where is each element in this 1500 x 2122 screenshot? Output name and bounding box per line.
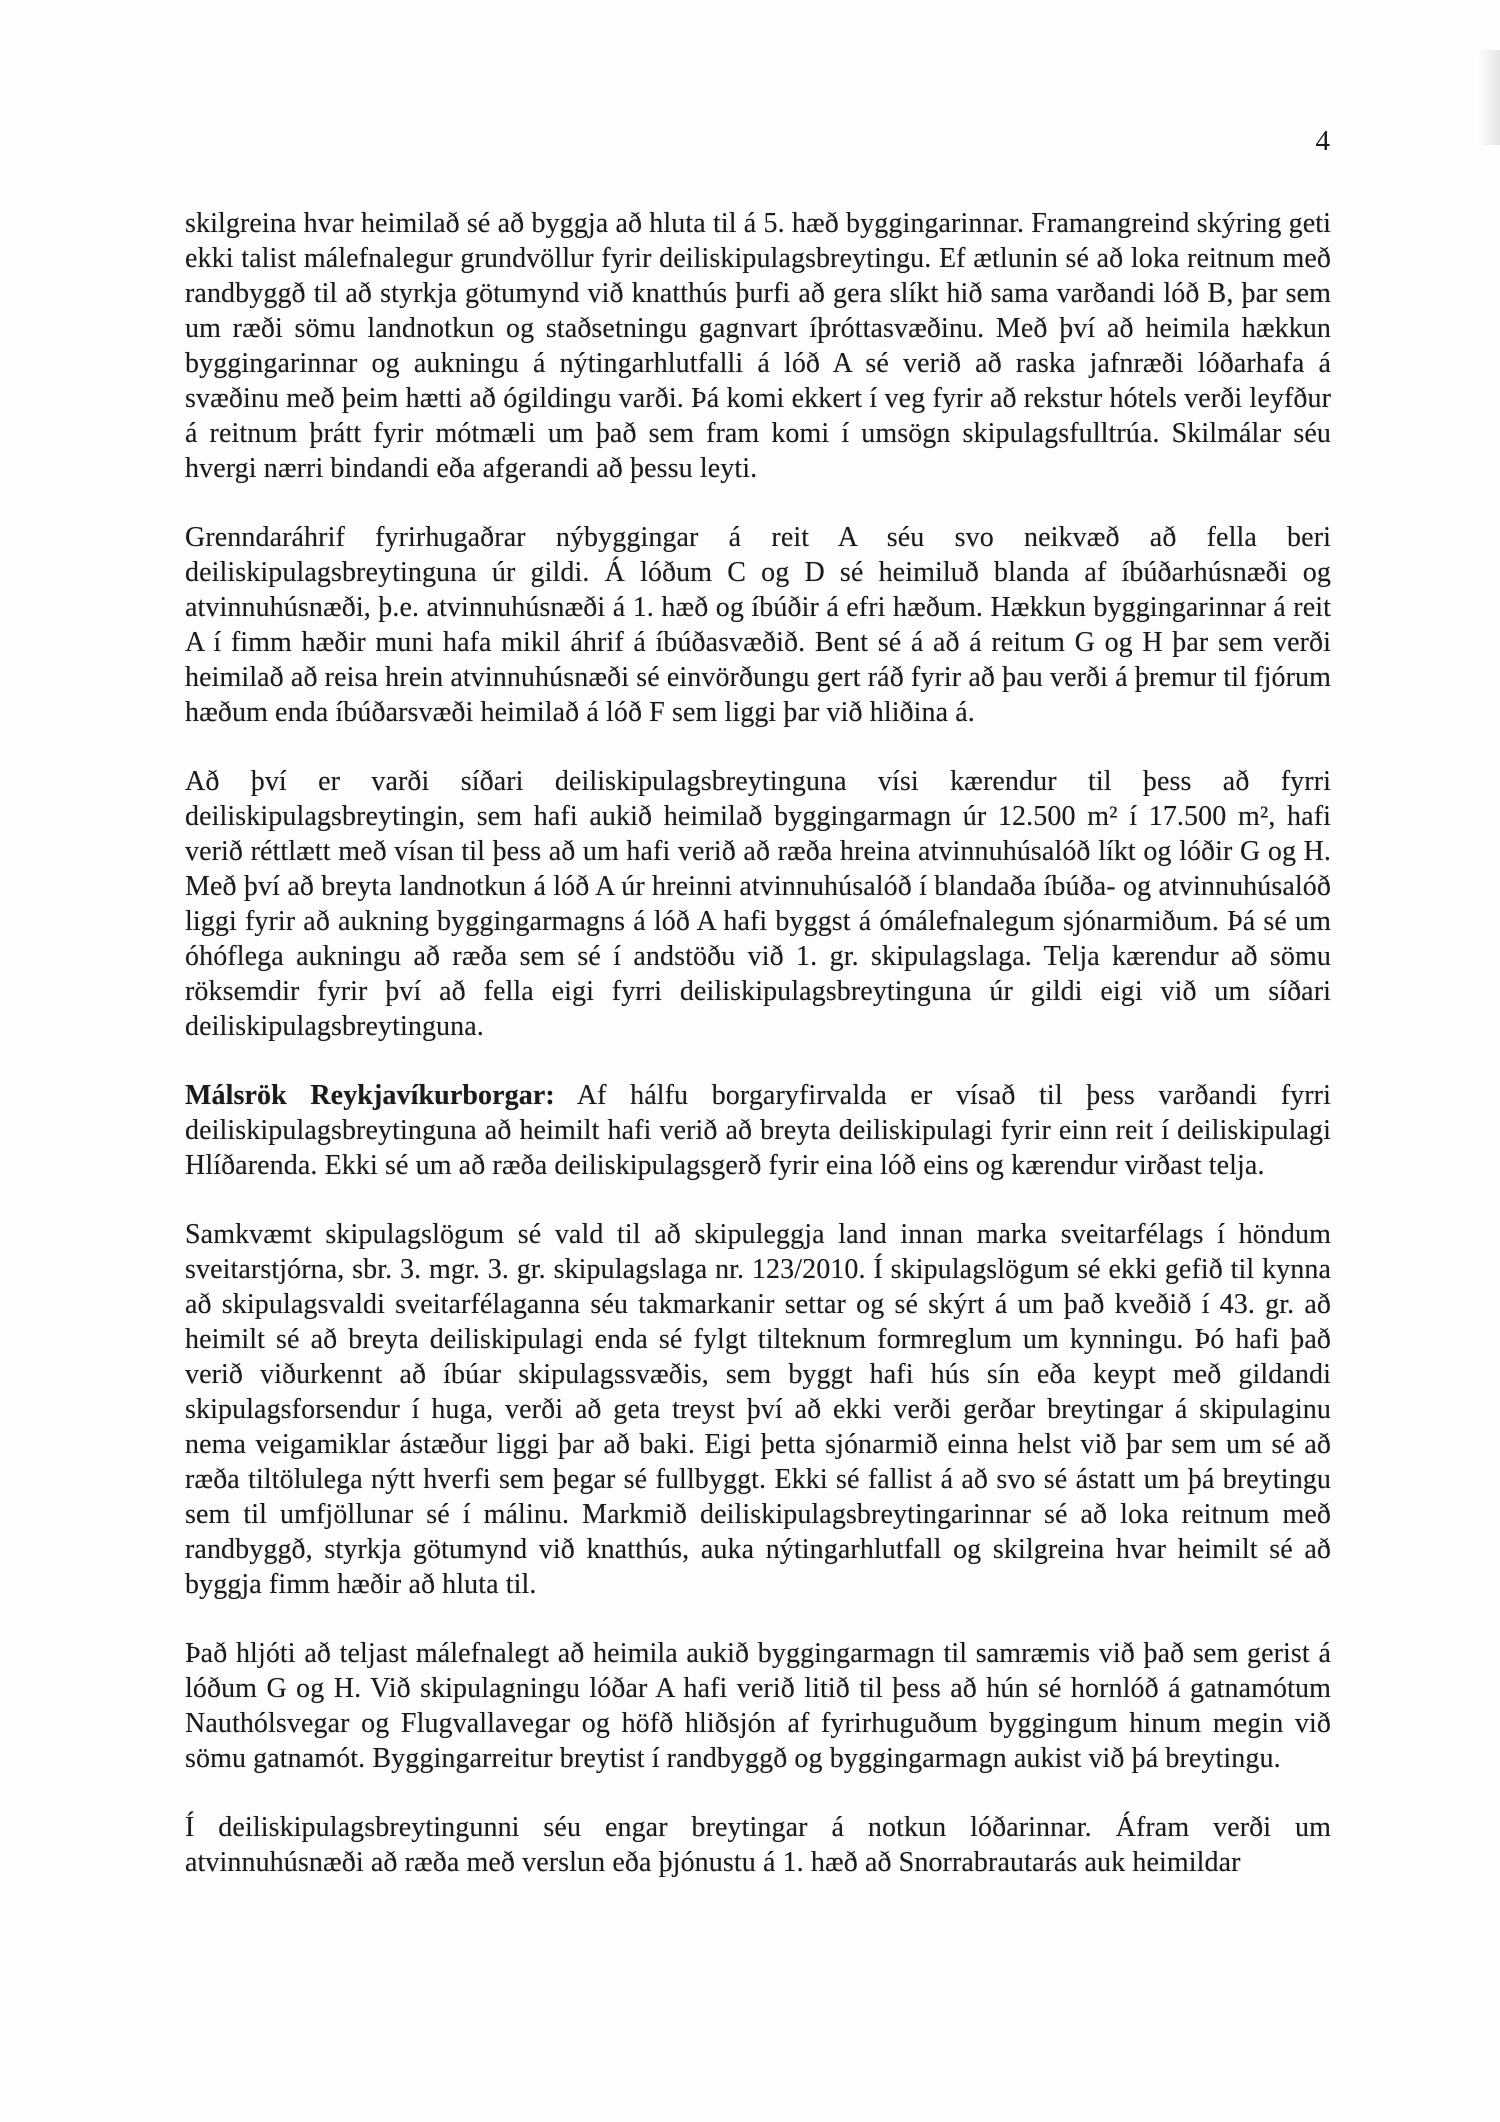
document-body: [185, 206, 1331, 1880]
paragraph-6: [185, 1636, 1331, 1776]
paragraph-text: Af hálfu borgaryfirvalda er vísað til þess varðandi fyrri deiliskipulagsbreytinguna að heimilt hafi verið að breyta deiliskipulagi fyrir einn reit í deiliskipulagi Hlíðarenda. Ekki sé um að ræða deiliskipulagsgerð fyrir eina lóð eins og kærendur virðast telja.: [185, 1080, 1331, 1181]
paragraph-text: skilgreina hvar heimilað sé að byggja að hluta til á 5. hæð byggingarinnar. Framangreind skýring geti ekki talist málefnalegur grundvöllur fyrir deiliskipulagsbreytingu. Ef ætlunin sé að loka reitnum með randbyggð til að styrkja götumynd við knatthús þurfi að gera slíkt hið sama varðandi lóð B, þar sem um ræði sömu landnotkun og staðsetningu gagnvart íþróttasvæðinu. Með því að heimila hækkun byggingarinnar og aukningu á nýtingarhlutfalli á lóð A sé verið að raska jafnræði lóðarhafa á svæðinu með þeim hætti að ógildingu varði. Þá komi ekkert í veg fyrir að rekstur hótels verði leyfður á reitnum þrátt fyrir mótmæli um það sem fram komi í umsögn skipulagsfulltrúa. Skilmálar séu hvergi nærri bindandi eða afgerandi að þessu leyti.: [185, 208, 1331, 484]
paragraph-text: Samkvæmt skipulagslögum sé vald til að skipuleggja land innan marka sveitarfélags í höndum sveitarstjórna, sbr. 3. mgr. 3. gr. skipulagslaga nr. 123/2010. Í skipulagslögum sé ekki gefið til kynna að skipulagsvaldi sveitarfélaganna séu takmarkanir settar og sé skýrt á um það kveðið í 43. gr. að heimilt sé að breyta deiliskipulagi enda sé fylgt tilteknum formreglum um kynningu. Þó hafi það verið viðurkennt að íbúar skipulagssvæðis, sem byggt hafi hús sín eða keypt með gildandi skipulagsforsendur í huga, verði að geta treyst því að ekki verði gerðar breytingar á skipulaginu nema veigamiklar ástæður liggi þar að baki. Eigi þetta sjónarmið einna helst við þar sem um sé að ræða tiltölulega nýtt hverfi sem þegar sé fullbyggt. Ekki sé fallist á að svo sé ástatt um þá breytingu sem til umfjöllunar sé í málinu. Markmið deiliskipulagsbreytingarinnar sé að loka reitnum með randbyggð, styrkja götumynd við knatthús, auka nýtingarhlutfall og skilgreina hvar heimilt sé að byggja fimm hæðir að hluta til.: [185, 1219, 1331, 1600]
paragraph-3: [185, 764, 1331, 1044]
paragraph-1: [185, 206, 1331, 486]
paragraph-text: Grenndaráhrif fyrirhugaðrar nýbyggingar á reit A séu svo neikvæð að fella beri deiliskipulagsbreytinguna úr gildi. Á lóðum C og D sé heimiluð blanda af íbúðarhúsnæði og atvinnuhúsnæði, þ.e. atvinnuhúsnæði á 1. hæð og íbúðir á efri hæðum. Hækkun byggingarinnar á reit A í fimm hæðir muni hafa mikil áhrif á íbúðasvæðið. Bent sé á að á reitum G og H þar sem verði heimilað að reisa hrein atvinnuhúsnæði sé einvörðungu gert ráð fyrir að þau verði á þremur til fjórum hæðum enda íbúðarsvæði heimilað á lóð F sem liggi þar við hliðina á.: [185, 522, 1331, 728]
paragraph-7: [185, 1810, 1331, 1880]
scan-edge-artifact: [1478, 50, 1500, 145]
paragraph-5: [185, 1217, 1331, 1602]
paragraph-2: [185, 520, 1331, 730]
paragraph-lead: Málsrök Reykjavíkurborgar:: [185, 1080, 555, 1111]
paragraph-text: Það hljóti að teljast málefnalegt að heimila aukið byggingarmagn til samræmis við það sem gerist á lóðum G og H. Við skipulagningu lóðar A hafi verið litið til þess að hún sé hornlóð á gatnamótum Nauthólsvegar og Flugvallavegar og höfð hliðsjón af fyrirhuguðum byggingum hinum megin við sömu gatnamót. Byggingarreitur breytist í randbyggð og byggingarmagn aukist við þá breytingu.: [185, 1638, 1331, 1774]
paragraph-text: Að því er varði síðari deiliskipulagsbreytinguna vísi kærendur til þess að fyrri deiliskipulagsbreytingin, sem hafi aukið heimilað byggingarmagn úr 12.500 m² í 17.500 m², hafi verið réttlætt með vísan til þess að um hafi verið að ræða hreina atvinnuhúsalóð líkt og lóðir G og H. Með því að breyta landnotkun á lóð A úr hreinni atvinnuhúsalóð í blandaða íbúða- og atvinnuhúsalóð liggi fyrir að aukning byggingarmagns á lóð A hafi byggst á ómálefnalegum sjónarmiðum. Þá sé um óhóflega aukningu að ræða sem sé í andstöðu við 1. gr. skipulagslaga. Telja kærendur að sömu röksemdir fyrir því að fella eigi fyrri deiliskipulagsbreytinguna úr gildi eigi við um síðari deiliskipulagsbreytinguna.: [185, 766, 1331, 1042]
page-number: 4: [1315, 125, 1330, 157]
paragraph-4: [185, 1078, 1331, 1183]
paragraph-text: Í deiliskipulagsbreytingunni séu engar breytingar á notkun lóðarinnar. Áfram verði um atvinnuhúsnæði að ræða með verslun eða þjónustu á 1. hæð að Snorrabrautarás auk heimildar: [185, 1812, 1331, 1878]
